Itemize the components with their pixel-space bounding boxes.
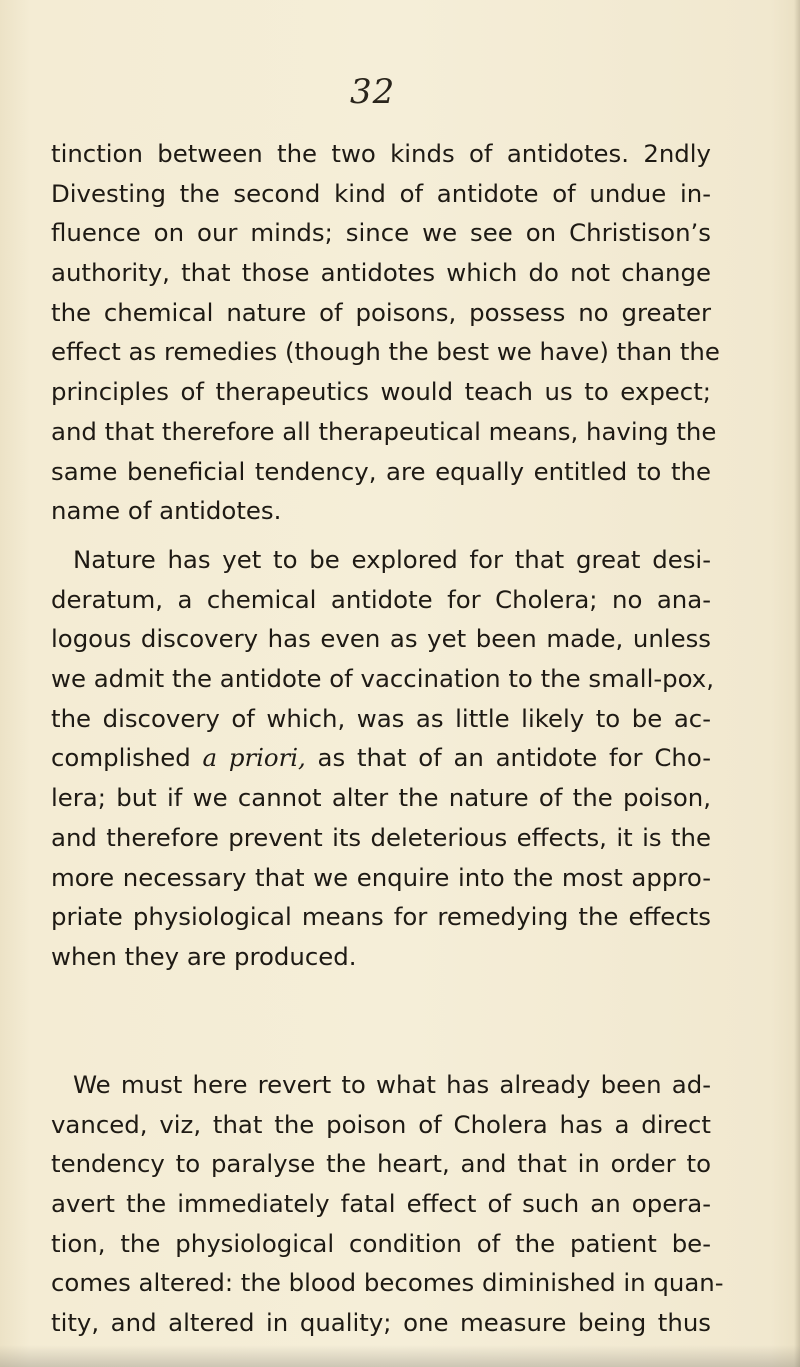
- text-line: we admit the antidote of vaccination to the small-pox,: [51, 664, 714, 694]
- page-edge-shadow: [794, 0, 800, 1367]
- text-line: logous discovery has even as yet been made, unless: [51, 624, 711, 654]
- text-line: and that therefore all therapeutical means, having the: [51, 416, 717, 446]
- text-line: effect as remedies (though the best we have) than the: [51, 337, 720, 367]
- text-line: the discovery of which, was as little likely to be ac-: [51, 703, 711, 733]
- paragraph-3: [51, 1065, 724, 1343]
- text-line: the chemical nature of poisons, possess no greater: [51, 297, 711, 327]
- text-line: Divesting the second kind of antidote of undue in-: [51, 178, 711, 208]
- text-line: lera; but if we cannot alter the nature of the poison,: [51, 783, 711, 813]
- text-line: fluence on our minds; since we see on Christison’s: [51, 218, 711, 248]
- text-line: priate physiological means for remedying the effects: [51, 902, 711, 932]
- page-number: 32: [350, 72, 396, 112]
- text-line: tendency to paralyse the heart, and that in order to: [51, 1149, 711, 1179]
- italic-phrase: a priori,: [202, 743, 306, 773]
- text-line: avert the immediately fatal effect of such an opera-: [51, 1189, 711, 1219]
- text-segment: complished: [51, 743, 191, 773]
- text-line: when they are produced.: [51, 941, 357, 971]
- text-line: Nature has yet to be explored for that great desi-: [73, 545, 711, 574]
- text-line: and therefore prevent its deleterious effects, it is the: [51, 822, 711, 852]
- page-bottom-shadow: [0, 1345, 800, 1367]
- text-line: more necessary that we enquire into the most appro-: [51, 862, 711, 892]
- paragraph-1: [51, 134, 720, 531]
- text-line: tity, and altered in quality; one measure being thus: [51, 1308, 711, 1338]
- text-line: We must here revert to what has already been ad-: [73, 1070, 711, 1099]
- text-line: deratum, a chemical antidote for Cholera; no ana-: [51, 584, 711, 614]
- paragraph-2: [51, 540, 714, 977]
- text-line: same beneficial tendency, are equally entitled to the: [51, 456, 711, 486]
- text-line-mixed: [51, 738, 711, 778]
- text-segment: as that of an antidote for Cho-: [317, 743, 711, 773]
- text-line: comes altered: the blood becomes diminished in quan-: [51, 1268, 724, 1298]
- text-line: vanced, viz, that the poison of Cholera has a direct: [51, 1109, 711, 1139]
- text-line: authority, that those antidotes which do not change: [51, 258, 711, 288]
- text-line: principles of therapeutics would teach us to expect;: [51, 377, 711, 407]
- text-line: name of antidotes.: [51, 496, 282, 526]
- text-line: tion, the physiological condition of the patient be-: [51, 1228, 711, 1258]
- text-line: tinction between the two kinds of antidotes. 2ndly: [51, 139, 711, 168]
